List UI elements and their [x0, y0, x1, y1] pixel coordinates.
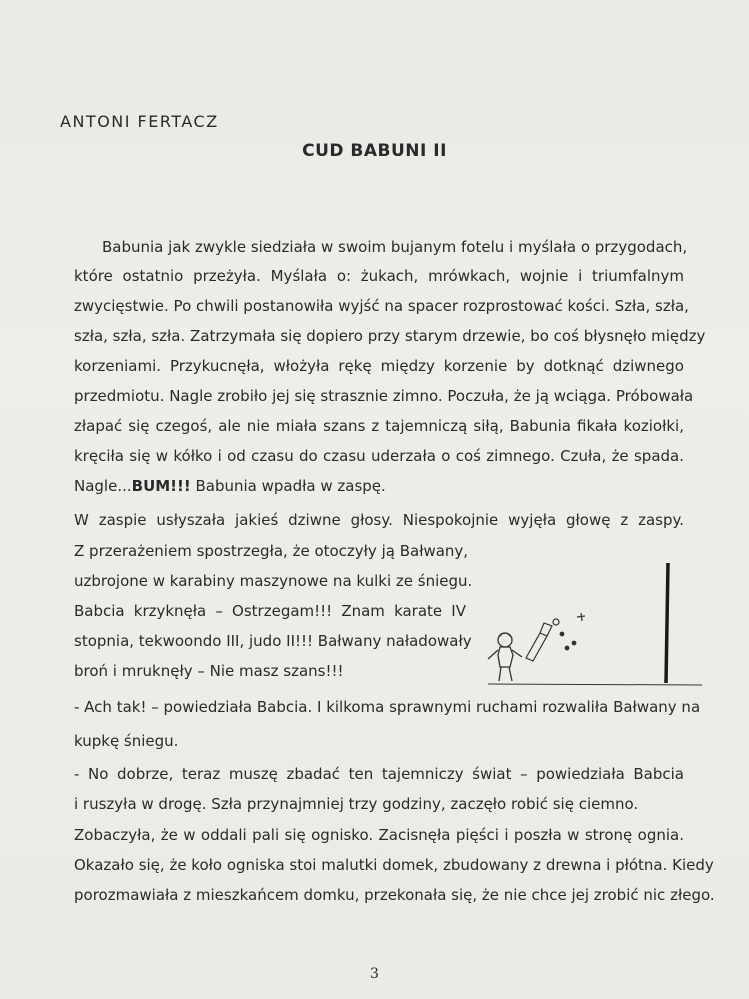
text-line: Zobaczyła, że w oddali pali się ognisko. Zacisnęła pięści i poszła w stronę ognia.: [74, 826, 684, 844]
text-line: stopnia, tekwoondo III, judo II!!! Bałwany naładowały: [74, 632, 472, 650]
text-line: przedmiotu. Nagle zrobiło jej się strasznie zimno. Poczuła, że ją wciąga. Próbowała: [74, 387, 694, 405]
text-line: szła, szła, szła. Zatrzymała się dopiero przy starym drzewie, bo coś błysnęło między: [74, 327, 706, 345]
text-line: i ruszyła w drogę. Szła przynajmniej trzy godziny, zaczęło robić się ciemno.: [74, 795, 639, 813]
text-line: Z przerażeniem spostrzegła, że otoczyły ją Bałwany,: [74, 542, 469, 560]
page-number: 3: [370, 966, 379, 982]
text-line: W zaspie usłyszała jakieś dziwne głosy. Niespokojnie wyjęła głowę z zaspy.: [74, 511, 684, 529]
bold-exclamation: BUM!!!: [131, 477, 191, 495]
snowman-gun-drawing: [526, 613, 585, 661]
text-line: - Ach tak! – powiedziała Babcia. I kilkoma sprawnymi ruchami rozwaliła Bałwany na: [74, 698, 701, 716]
text-segment: Babunia wpadła w zaspę.: [190, 477, 386, 495]
stick-figure-grandma: [488, 633, 522, 681]
text-line: które ostatnio przeżyła. Myślała o: żukach, mrówkach, wojnie i triumfalnym: [74, 267, 684, 285]
text-line: Babcia krzyknęła – Ostrzegam!!! Znam karate IV: [74, 602, 466, 620]
text-line: kręciła się w kółko i od czasu do czasu uderzała o coś zimnego. Czuła, że spada.: [74, 447, 684, 465]
text-line: Babunia jak zwykle siedziała w swoim bujanym fotelu i myślała o przygodach,: [102, 238, 688, 256]
text-line: korzeniami. Przykucnęła, włożyła rękę między korzenie by dotknąć dziwnego: [74, 357, 684, 375]
author-name: ANTONI FERTACZ: [60, 112, 219, 131]
text-line: złapać się czegoś, ale nie miała szans z tajemniczą siłą, Babunia fikała koziołki,: [74, 417, 684, 435]
hand-drawn-sketch: [480, 555, 705, 690]
text-line: porozmawiała z mieszkańcem domku, przekonała się, że nie chce jej zrobić nic złego.: [74, 886, 715, 904]
text-line: [74, 477, 386, 495]
story-title: CUD BABUNI II: [302, 141, 447, 161]
ground-line: [488, 684, 702, 685]
drawn-post: [666, 563, 668, 683]
text-line: zwycięstwie. Po chwili postanowiła wyjść na spacer rozprostować kości. Szła, szła,: [74, 297, 689, 315]
text-line: uzbrojone w karabiny maszynowe na kulki ze śniegu.: [74, 572, 473, 590]
text-line: kupkę śniegu.: [74, 732, 179, 750]
text-segment: Nagle...: [74, 477, 132, 495]
text-line: - No dobrze, teraz muszę zbadać ten tajemniczy świat – powiedziała Babcia: [74, 765, 684, 783]
text-line: Okazało się, że koło ogniska stoi malutki domek, zbudowany z drewna i płótna. Kiedy: [74, 856, 714, 874]
text-line: broń i mruknęły – Nie masz szans!!!: [74, 662, 344, 680]
